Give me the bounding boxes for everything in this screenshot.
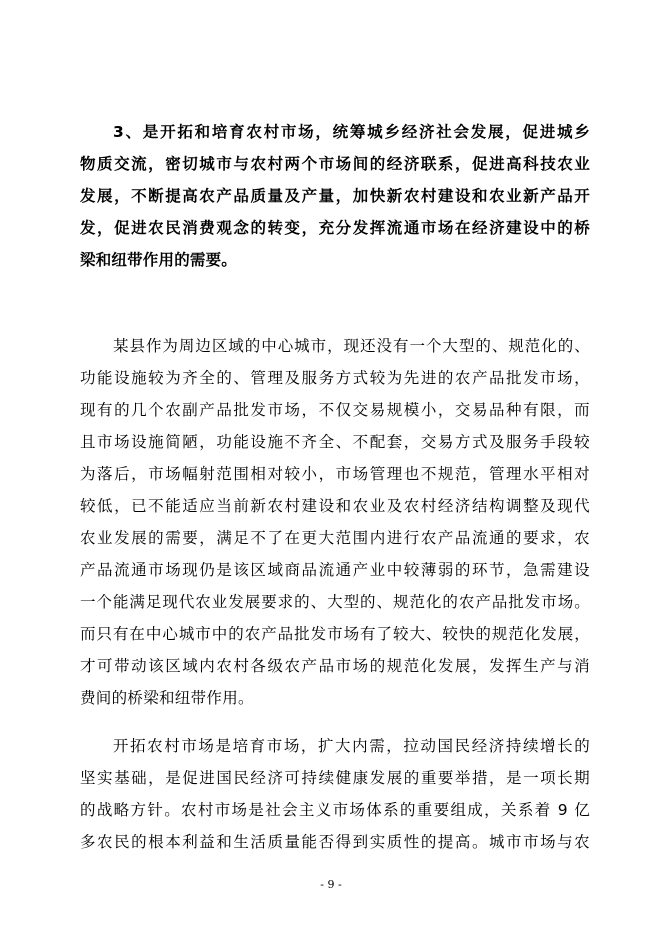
- paragraph-1-line-5: 为落后，市场幅射范围相对较小，市场管理也不规范，管理水平相对: [80, 465, 590, 483]
- paragraph-1-line-8: 产品流通市场现仍是该区域商品流通产业中较薄弱的环节，急需建设: [80, 561, 590, 579]
- page-number: - 9 -: [320, 878, 342, 891]
- paragraph-1-line-10: 而只有在中心城市中的农产品批发市场有了较大、较快的规范化发展，: [80, 625, 590, 643]
- heading-line-4: 发，促进农民消费观念的转变，充分发挥流通市场在经济建设中的桥: [80, 219, 590, 237]
- heading-line-5: 梁和纽带作用的需要。: [80, 251, 238, 269]
- paragraph-1-line-9: 一个能满足现代农业发展要求的、大型的、规范化的农产品批发市场。: [80, 593, 590, 611]
- heading-line-3: 发展，不断提高农产品质量及产量，加快新农村建设和农业新产品开: [80, 187, 590, 205]
- heading-line-2: 物质交流，密切城市与农村两个市场间的经济联系，促进高科技农业: [80, 155, 590, 173]
- paragraph-1-line-7: 农业发展的需要，满足不了在更大范围内进行农产品流通的要求，农: [80, 529, 590, 547]
- paragraph-1-line-11: 才可带动该区域内农村各级农产品市场的规范化发展，发挥生产与消: [80, 657, 590, 675]
- heading-line-1: 3、是开拓和培育农村市场，统筹城乡经济社会发展，促进城乡: [113, 123, 590, 141]
- paragraph-1-line-3: 现有的几个农副产品批发市场，不仅交易规模小，交易品种有限，而: [80, 401, 590, 419]
- paragraph-1-line-1: 某县作为周边区域的中心城市，现还没有一个大型的、规范化的、: [113, 337, 590, 355]
- paragraph-2-line-4: 多农民的根本利益和生活质量能否得到实质性的提高。城市市场与农: [80, 833, 590, 851]
- paragraph-1-line-2: 功能设施较为齐全的、管理及服务方式较为先进的农产品批发市场，: [80, 369, 590, 387]
- paragraph-2-line-2: 坚实基础，是促进国民经济可持续健康发展的重要举措，是一项长期: [80, 769, 590, 787]
- paragraph-1-line-12: 费间的桥梁和纽带作用。: [80, 689, 254, 707]
- paragraph-2-line-1: 开拓农村市场是培育市场，扩大内需，拉动国民经济持续增长的: [113, 737, 590, 755]
- paragraph-1-line-4: 且市场设施简陋，功能设施不齐全、不配套，交易方式及服务手段较: [80, 433, 590, 451]
- paragraph-1-line-6: 较低，已不能适应当前新农村建设和农业及农村经济结构调整及现代: [80, 497, 590, 515]
- paragraph-2-line-3: 的战略方针。农村市场是社会主义市场体系的重要组成，关系着 9 亿: [80, 801, 590, 819]
